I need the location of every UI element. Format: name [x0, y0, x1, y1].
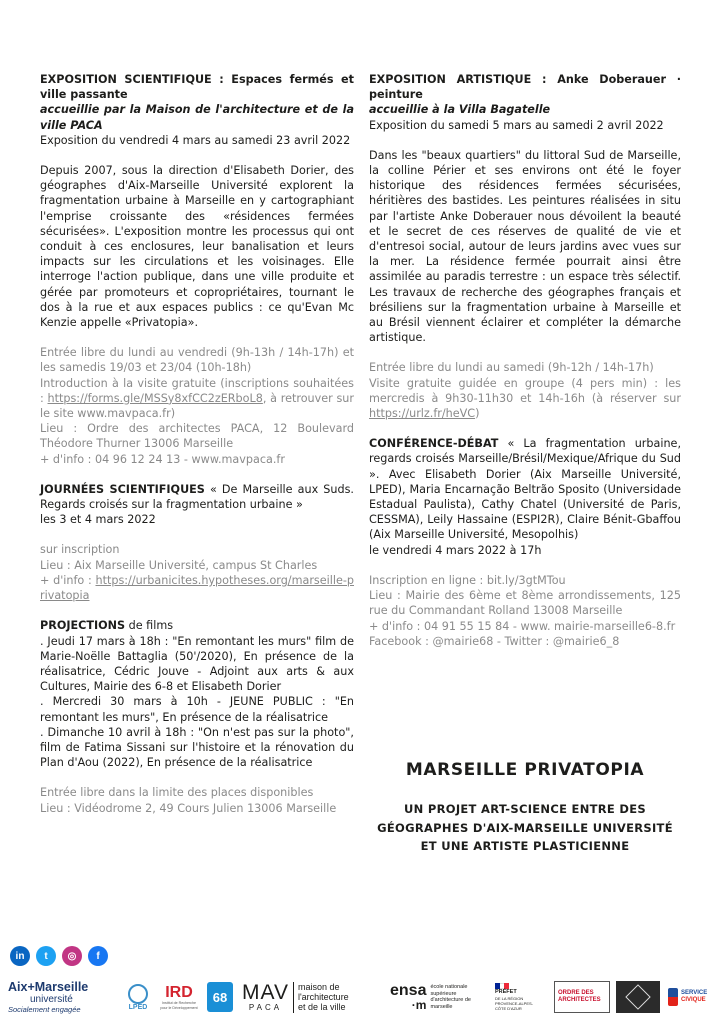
scientific-days-section	[40, 482, 354, 603]
mairie-68-badge: 68	[207, 982, 233, 1012]
ensa-logo-name: ensa	[390, 982, 427, 999]
artistic-exhibition-section	[369, 72, 681, 421]
prefet-logo	[495, 978, 545, 1016]
ordre-logo-text: ORDRE DES ARCHITECTES	[554, 981, 610, 1013]
screenings-entry: Entrée libre dans la limite des places disponibles	[40, 786, 314, 800]
scientific-days-text: « De Marseille aux Suds. Regards croisés sur la fragmentation urbaine »	[40, 482, 354, 512]
service-civique-line-2: CIVIQUE	[681, 997, 706, 1003]
mav-logo-name: MAV	[242, 980, 289, 1004]
scientific-exhibition-dates: Exposition du vendredi 4 mars au samedi 23 avril 2022	[40, 133, 351, 147]
visit-text: Visite gratuite guidée en groupe (4 pers min) : les mercredis à 9h30-11h30 et 14h-16h (à réserver sur	[369, 376, 681, 405]
partner-logos	[8, 978, 713, 1016]
lped-logo	[124, 978, 152, 1016]
facebook-icon[interactable]: f	[88, 946, 108, 966]
visit-text-end: )	[475, 407, 480, 421]
screenings-suffix: de films	[125, 619, 174, 633]
ird-logo-subtitle: Institut de Recherche pour le Développement	[160, 1001, 198, 1010]
scientific-exhibition-contact: + d'info : 04 96 12 24 13 - www.mavpaca.fr	[40, 452, 285, 466]
screening-item: . Mercredi 30 mars à 10h - JEUNE PUBLIC : "En remontant les murs", En présence de la réalisatrice	[40, 695, 354, 724]
left-column	[40, 72, 354, 816]
screening-item: . Jeudi 17 mars à 18h : "En remontant les murs" film de Marie-Noëlle Battaglia (50'/2020), En présence de la réalisatrice, Cédric Jouve - Adjoint aux arts & aux Cultures, Mairie des 6-8 et Elisabeth Dorier	[40, 634, 354, 694]
conference-label: CONFÉRENCE-DÉBAT	[369, 437, 499, 451]
amu-logo-university: université	[30, 993, 73, 1005]
screenings-label: PROJECTIONS	[40, 619, 126, 633]
artistic-exhibition-hours: Entrée libre du lundi au samedi (9h-12h / 14h-17h)	[369, 361, 654, 375]
scientific-exhibition-venue: Lieu : Ordre des architectes PACA, 12 Boulevard Théodore Thurner 13006 Marseille	[40, 422, 354, 451]
conference-contact: + d'info : 04 91 55 15 84 - www. mairie-marseille6-8.fr	[369, 619, 676, 633]
lped-logo-name: LPED	[128, 1003, 148, 1011]
project-title: MARSEILLE PRIVATOPIA	[405, 760, 645, 780]
service-civique-logo	[668, 978, 713, 1016]
screening-item: . Dimanche 10 avril à 18h : "On n'est pas sur la photo", film de Fatima Sissani sur l'histoire et la rénovation du Plan d'Aou (2022), En présence de la réalisatrice	[40, 725, 354, 770]
scientific-exhibition-hours: Entrée libre du lundi au vendredi (9h-13h / 14h-17h) et les samedis 19/03 et 23/04 (10h-18h)	[40, 346, 354, 375]
intro-text-end: , à retrouver sur le site www.mavpaca.fr)	[40, 391, 355, 421]
service-civique-text	[681, 990, 707, 1004]
mav-logo-region: PACA	[248, 1002, 283, 1012]
linkedin-icon[interactable]: in	[10, 946, 30, 966]
mairie-68-logo	[206, 978, 234, 1016]
ensa-logo-text: école nationale supérieure d'architecture de marseille	[430, 984, 471, 1010]
service-civique-line-1: SERVICE	[681, 990, 708, 996]
project-subtitle: UN PROJET ART-SCIENCE ENTRE DES GÉOGRAPHES D'AIX-MARSEILLE UNIVERSITÉ ET UNE ARTISTE PLASTICIENNE	[377, 802, 673, 853]
amu-logo-tagline: Socialement engagée	[8, 1004, 81, 1014]
artistic-exhibition-host: accueillie à la Villa Bagatelle	[369, 103, 551, 117]
prefet-logo-title: PRÉFET	[495, 989, 517, 995]
artistic-exhibition-dates: Exposition du samedi 5 mars au samedi 2 avril 2022	[369, 118, 664, 132]
social-icons	[10, 946, 108, 966]
twitter-icon[interactable]: t	[36, 946, 56, 966]
conference-registration: Inscription en ligne : bit.ly/3gtMTou	[369, 573, 566, 587]
artistic-exhibition-body: Dans les "beaux quartiers" du littoral Sud de Marseille, la colline Périer et ses environs ont été le foyer historique des résidences fermées sécurisées, héritières des bastides. Les peintures réalisées in situ par l'artiste Anke Doberauer nous dévoilent la beauté et le secret de ces réserves de qualité de vie et d'entresoi social, autour de leurs jardins avec vues sur la mer. La résidence fermée pourrait ainsi être assimilée au paradis terrestre : un espace très sélectif. Les travaux de recherche des géographes français et brésiliens sur la fragmentation urbaine à Marseille et au Brésil viennent éclairer et compléter la démarche artistique.	[369, 148, 681, 345]
amu-logo	[8, 978, 118, 1016]
service-civique-icon	[668, 988, 678, 1006]
scientific-days-dates: les 3 et 4 mars 2022	[40, 513, 156, 527]
ordre-architectes-logo	[553, 978, 611, 1016]
ensa-logo-m: ·m	[411, 998, 427, 1012]
scientific-days-venue: Lieu : Aix Marseille Université, campus St Charles	[40, 558, 318, 572]
ensa-logo-mark	[390, 983, 426, 1011]
mav-logo	[242, 978, 382, 1016]
ird-logo-name: IRD	[165, 984, 193, 1001]
conference-description	[369, 436, 681, 542]
prefet-logo-region: DE LA RÉGION PROVENCE-ALPES-CÔTE D'AZUR	[495, 996, 534, 1011]
conference-social: Facebook : @mairie68 - Twitter : @mairie6_8	[369, 634, 620, 648]
conference-section	[369, 436, 681, 649]
screenings-section	[40, 618, 354, 815]
mav-line-2: l'architecture	[297, 992, 349, 1002]
instagram-icon[interactable]: ◎	[62, 946, 82, 966]
scientific-exhibition-body: Depuis 2007, sous la direction d'Elisabeth Dorier, des géographes d'Aix-Marseille Université explorent la fragmentation urbaine à Marseille en y cartographiant l'emprise croissante des «résidences fermées sécurisées». L'exposition montre les processus qui ont conduit à ces enclosures, leur banalisation et leurs impacts sur les circulations et les voisinages. Elle interroge l'action publique, dans une ville produite et gérée par promoteurs et copropriétaires, tournant le dos à la rue et aux espaces publics : ce qu'Evan Mc Kenzie appelle «Privatopia».	[40, 164, 354, 330]
urbanicites-link[interactable]: https://urbanicites.hypotheses.org/marseille-privatopia	[40, 573, 354, 603]
mav-logo-text	[294, 982, 349, 1012]
diamond-image-icon	[616, 981, 660, 1013]
mav-line-3: et de la ville	[297, 1002, 346, 1012]
ird-logo	[158, 978, 200, 1016]
project-title-block	[369, 760, 681, 856]
screenings-venue: Lieu : Vidéodrome 2, 49 Cours Julien 13006 Marseille	[40, 801, 337, 815]
contact-prefix: + d'info :	[40, 573, 96, 587]
scientific-days-registration: sur inscription	[40, 543, 120, 557]
intro-text: Introduction à la visite gratuite (inscriptions souhaitées :	[40, 376, 354, 405]
partner-image-logo	[615, 978, 661, 1016]
scientific-exhibition-section	[40, 72, 354, 467]
screenings-title	[40, 618, 354, 633]
urlz-link[interactable]: https://urlz.fr/heVC	[369, 407, 476, 421]
scientific-days-contact	[40, 573, 354, 603]
mav-logo-mark	[242, 982, 294, 1013]
amu-logo-name: Aix+Marseille	[8, 979, 89, 994]
lped-globe-icon	[128, 984, 148, 1004]
artistic-exhibition-title: EXPOSITION ARTISTIQUE : Anke Doberauer · peinture	[369, 73, 681, 102]
forms-link[interactable]: https://forms.gle/MSSy8xfCC2zERboL8	[47, 391, 263, 405]
right-column	[369, 72, 681, 649]
artistic-exhibition-visit	[369, 376, 681, 422]
scientific-exhibition-intro	[40, 376, 354, 422]
ensa-logo	[390, 978, 490, 1016]
conference-text: « La fragmentation urbaine, regards croisés Marseille/Brésil/Mexique/Afrique du Sud ». Avec Elisabeth Dorier (Aix Marseille Université, LPED), Maria Encarnação Beltrão Sposito (Universidade Estadual Paulista), Cathy Chatel (Université de Paris, CESSMA), Leily Hassaine (ESPI2R), Claire Bénit-Gbaffou (Aix Marseille Université, Mesopolhis)	[369, 437, 681, 542]
conference-venue: Lieu : Mairie des 6ème et 8ème arrondissements, 125 rue du Commandant Rolland 13008 Marseille	[369, 589, 681, 618]
scientific-days-title	[40, 482, 354, 512]
mav-line-1: maison de	[297, 982, 340, 992]
scientific-exhibition-title: EXPOSITION SCIENTIFIQUE : Espaces fermés et ville passante	[40, 73, 354, 102]
conference-date: le vendredi 4 mars 2022 à 17h	[369, 543, 542, 557]
scientific-days-label: JOURNÉES SCIENTIFIQUES	[40, 482, 205, 496]
scientific-exhibition-host: accueillie par la Maison de l'architecture et de la ville PACA	[40, 103, 354, 132]
